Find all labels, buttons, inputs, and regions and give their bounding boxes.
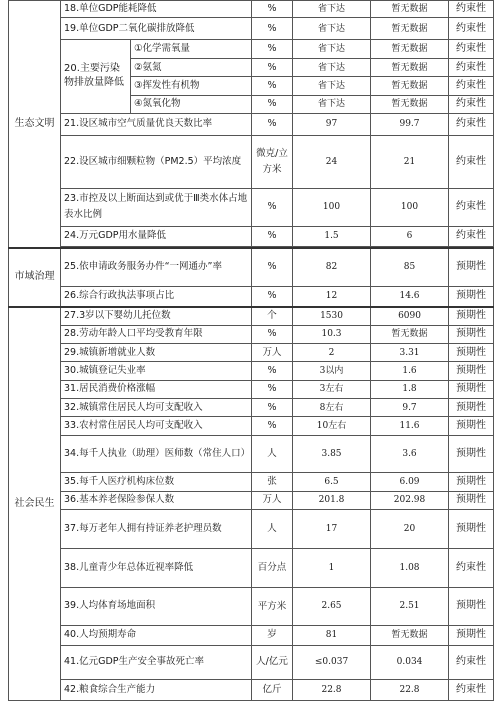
- table-row: [9, 39, 494, 58]
- indicator-group-name: 20.主要污染物排放量降低: [61, 39, 131, 113]
- target-value: 省下达: [293, 39, 371, 58]
- sub-indicator-name: ④氮氧化物: [131, 95, 252, 113]
- actual-value: 暂无数据: [371, 59, 449, 77]
- indicator-name: 26.综合行政执法事项占比: [61, 286, 252, 306]
- actual-value: 2.51: [371, 587, 449, 626]
- target-value: 1: [293, 548, 371, 587]
- indicator-name: 30.城镇登记失业率: [61, 362, 252, 380]
- target-value: 省下达: [293, 59, 371, 77]
- indicator-attribute: 约束性: [449, 77, 494, 95]
- indicator-name: 21.设区城市空气质量优良天数比率: [61, 114, 252, 135]
- table-row: [9, 399, 494, 417]
- indicator-name: 33.农村常住居民人均可支配收入: [61, 417, 252, 435]
- target-value: 省下达: [293, 77, 371, 95]
- indicator-attribute: 约束性: [449, 1, 494, 18]
- indicator-unit: %: [252, 39, 293, 58]
- actual-value: 85: [371, 248, 449, 287]
- table-row: [9, 510, 494, 549]
- target-value: 省下达: [293, 1, 371, 18]
- indicator-attribute: 约束性: [449, 188, 494, 227]
- indicator-unit: 岁: [252, 626, 293, 645]
- target-value: 82: [293, 248, 371, 287]
- indicator-attribute: 预期性: [449, 248, 494, 287]
- indicator-name: 25.依申请政务服务办件“一网通办”率: [61, 248, 252, 287]
- actual-value: 100: [371, 188, 449, 227]
- indicator-name: 18.单位GDP能耗降低: [61, 1, 252, 18]
- actual-value: 暂无数据: [371, 1, 449, 18]
- indicator-unit: %: [252, 325, 293, 343]
- table-row: [9, 227, 494, 246]
- target-value: 8左右: [293, 399, 371, 417]
- indicator-attribute: 预期性: [449, 510, 494, 549]
- indicator-name: 29.城镇新增就业人数: [61, 343, 252, 361]
- indicator-attribute: 预期性: [449, 380, 494, 398]
- indicator-attribute: 预期性: [449, 399, 494, 417]
- table-row: [9, 307, 494, 325]
- target-value: 3.85: [293, 435, 371, 473]
- table-row: [9, 188, 494, 227]
- indicator-attribute: 预期性: [449, 343, 494, 361]
- indicator-attribute: 约束性: [449, 548, 494, 587]
- indicator-unit: %: [252, 188, 293, 227]
- indicator-unit: %: [252, 59, 293, 77]
- indicator-attribute: 预期性: [449, 626, 494, 645]
- indicator-name: 35.每千人医疗机构床位数: [61, 473, 252, 491]
- indicator-unit: %: [252, 399, 293, 417]
- indicator-attribute: 预期性: [449, 307, 494, 325]
- indicator-table: [8, 0, 494, 701]
- actual-value: 21: [371, 135, 449, 188]
- indicator-unit: 人: [252, 435, 293, 473]
- indicator-unit: %: [252, 1, 293, 18]
- indicator-attribute: 约束性: [449, 680, 494, 701]
- indicator-attribute: 预期性: [449, 325, 494, 343]
- actual-value: 1.6: [371, 362, 449, 380]
- indicator-unit: 微克/立方米: [252, 135, 293, 188]
- indicator-name: 19.单位GDP二氧化碳排放降低: [61, 18, 252, 39]
- indicator-name: 38.儿童青少年总体近视率降低: [61, 548, 252, 587]
- table-row: [9, 417, 494, 435]
- indicator-name: 40.人均预期寿命: [61, 626, 252, 645]
- actual-value: 11.6: [371, 417, 449, 435]
- indicator-unit: %: [252, 362, 293, 380]
- target-value: 10左右: [293, 417, 371, 435]
- actual-value: 0.034: [371, 645, 449, 680]
- indicator-unit: %: [252, 95, 293, 113]
- table-row: [9, 548, 494, 587]
- section-social: 社会民生: [9, 307, 61, 701]
- indicator-attribute: 预期性: [449, 435, 494, 473]
- table-row: [9, 114, 494, 135]
- actual-value: 6: [371, 227, 449, 246]
- indicator-unit: 亿斤: [252, 680, 293, 701]
- target-value: 1.5: [293, 227, 371, 246]
- actual-value: 20: [371, 510, 449, 549]
- table-row: [9, 135, 494, 188]
- sub-indicator-name: ①化学需氧量: [131, 39, 252, 58]
- actual-value: 暂无数据: [371, 39, 449, 58]
- target-value: 201.8: [293, 491, 371, 509]
- actual-value: 6.09: [371, 473, 449, 491]
- indicator-attribute: 约束性: [449, 95, 494, 113]
- target-value: 1530: [293, 307, 371, 325]
- indicator-unit: %: [252, 417, 293, 435]
- actual-value: 9.7: [371, 399, 449, 417]
- indicator-unit: %: [252, 114, 293, 135]
- actual-value: 1.08: [371, 548, 449, 587]
- target-value: 6.5: [293, 473, 371, 491]
- indicator-attribute: 约束性: [449, 114, 494, 135]
- target-value: ≤0.037: [293, 645, 371, 680]
- indicator-attribute: 预期性: [449, 362, 494, 380]
- target-value: 3以内: [293, 362, 371, 380]
- indicator-name: 22.设区城市细颗粒物（PM2.5）平均浓度: [61, 135, 252, 188]
- indicator-attribute: 约束性: [449, 135, 494, 188]
- indicator-name: 32.城镇常住居民人均可支配收入: [61, 399, 252, 417]
- target-value: 17: [293, 510, 371, 549]
- target-value: 2.65: [293, 587, 371, 626]
- indicator-unit: %: [252, 18, 293, 39]
- sub-indicator-name: ②氨氮: [131, 59, 252, 77]
- section-city: 市域治理: [9, 248, 61, 307]
- actual-value: 暂无数据: [371, 77, 449, 95]
- actual-value: 3.6: [371, 435, 449, 473]
- table-row: [9, 645, 494, 680]
- indicator-attribute: 预期性: [449, 473, 494, 491]
- table-row: [9, 343, 494, 361]
- indicator-name: 36.基本养老保险参保人数: [61, 491, 252, 509]
- indicator-name: 37.每万老年人拥有持证养老护理员数: [61, 510, 252, 549]
- indicator-attribute: 约束性: [449, 18, 494, 39]
- actual-value: 6090: [371, 307, 449, 325]
- section-eco: 生态文明: [9, 1, 61, 248]
- table-row: [9, 626, 494, 645]
- target-value: 3左右: [293, 380, 371, 398]
- target-value: 100: [293, 188, 371, 227]
- indicator-unit: %: [252, 286, 293, 306]
- indicator-name: 39.人均体育场地面积: [61, 587, 252, 626]
- table-row: [9, 473, 494, 491]
- target-value: 97: [293, 114, 371, 135]
- indicator-unit: 个: [252, 307, 293, 325]
- table-row: [9, 18, 494, 39]
- indicator-name: 31.居民消费价格涨幅: [61, 380, 252, 398]
- indicator-attribute: 预期性: [449, 491, 494, 509]
- indicator-name: 28.劳动年龄人口平均受教育年限: [61, 325, 252, 343]
- actual-value: 1.8: [371, 380, 449, 398]
- target-value: 12: [293, 286, 371, 306]
- sub-indicator-name: ③挥发性有机物: [131, 77, 252, 95]
- target-value: 10.3: [293, 325, 371, 343]
- indicator-name: 34.每千人执业（助理）医师数（常住人口）: [61, 435, 252, 473]
- table-row: [9, 380, 494, 398]
- indicator-unit: %: [252, 227, 293, 246]
- actual-value: 暂无数据: [371, 325, 449, 343]
- table-row: [9, 435, 494, 473]
- table-row: [9, 248, 494, 287]
- table-row: [9, 362, 494, 380]
- actual-value: 14.6: [371, 286, 449, 306]
- indicator-unit: 万人: [252, 343, 293, 361]
- table-row: [9, 680, 494, 701]
- indicator-unit: 人: [252, 510, 293, 549]
- indicator-name: 42.粮食综合生产能力: [61, 680, 252, 701]
- actual-value: 暂无数据: [371, 626, 449, 645]
- indicator-attribute: 约束性: [449, 645, 494, 680]
- indicator-unit: 百分点: [252, 548, 293, 587]
- table-row: [9, 587, 494, 626]
- indicator-unit: %: [252, 77, 293, 95]
- actual-value: 99.7: [371, 114, 449, 135]
- indicator-attribute: 预期性: [449, 417, 494, 435]
- target-value: 2: [293, 343, 371, 361]
- actual-value: 22.8: [371, 680, 449, 701]
- target-value: 省下达: [293, 95, 371, 113]
- actual-value: 暂无数据: [371, 18, 449, 39]
- table-row: [9, 491, 494, 509]
- actual-value: 暂无数据: [371, 95, 449, 113]
- indicator-attribute: 约束性: [449, 59, 494, 77]
- target-value: 24: [293, 135, 371, 188]
- actual-value: 3.31: [371, 343, 449, 361]
- indicator-unit: 平方米: [252, 587, 293, 626]
- indicator-unit: %: [252, 248, 293, 287]
- indicator-attribute: 约束性: [449, 227, 494, 246]
- indicator-unit: 万人: [252, 491, 293, 509]
- indicator-name: 24.万元GDP用水量降低: [61, 227, 252, 246]
- indicator-unit: 张: [252, 473, 293, 491]
- indicator-name: 23.市控及以上断面达到或优于Ⅲ类水体占地表水比例: [61, 188, 252, 227]
- indicator-attribute: 预期性: [449, 587, 494, 626]
- table-row: [9, 1, 494, 18]
- target-value: 81: [293, 626, 371, 645]
- table-row: [9, 286, 494, 306]
- target-value: 省下达: [293, 18, 371, 39]
- indicator-unit: 人/亿元: [252, 645, 293, 680]
- indicator-unit: %: [252, 380, 293, 398]
- table-row: [9, 325, 494, 343]
- indicator-name: 41.亿元GDP生产安全事故死亡率: [61, 645, 252, 680]
- target-value: 22.8: [293, 680, 371, 701]
- indicator-name: 27.3岁以下婴幼儿托位数: [61, 307, 252, 325]
- actual-value: 202.98: [371, 491, 449, 509]
- indicator-attribute: 预期性: [449, 286, 494, 306]
- indicator-attribute: 约束性: [449, 39, 494, 58]
